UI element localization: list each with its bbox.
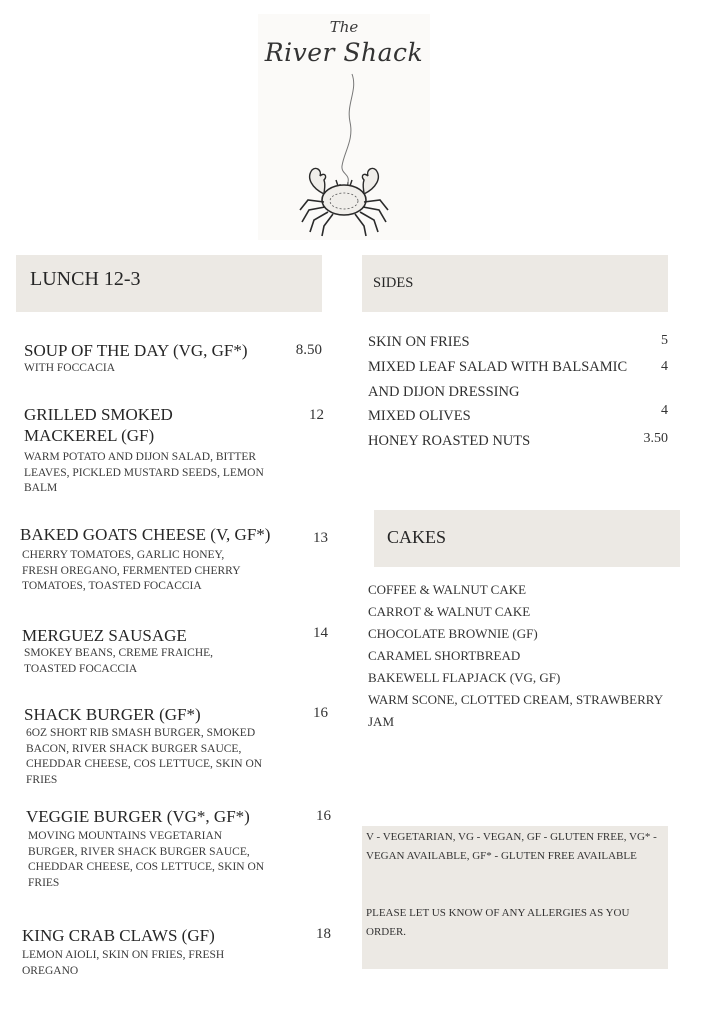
lunch-item-name: SOUP OF THE DAY (VG, GF*)	[24, 341, 248, 360]
lunch-item-name: VEGGIE BURGER (VG*, GF*)	[26, 807, 250, 826]
crab-icon	[294, 70, 394, 240]
lunch-item-name: KING CRAB CLAWS (GF)	[22, 926, 215, 945]
lunch-item-name: BAKED GOATS CHEESE (V, GF*)	[20, 525, 271, 544]
side-item-name: MIXED OLIVES	[368, 408, 471, 424]
lunch-item-desc: CHERRY TOMATOES, GARLIC HONEY, FRESH OREGANO, FERMENTED CHERRY TOMATOES, TOASTED FOCACCIA	[22, 549, 241, 592]
lunch-item-desc: WARM POTATO AND DIJON SALAD, BITTER LEAVES, PICKLED MUSTARD SEEDS, LEMON BALM	[24, 451, 264, 494]
lunch-item-price: 16	[313, 705, 328, 721]
cakes-header-box	[374, 510, 680, 567]
allergy-note: PLEASE LET US KNOW OF ANY ALLERGIES AS YOU ORDER.	[366, 907, 630, 938]
lunch-heading: LUNCH 12-3	[30, 268, 141, 290]
lunch-item-price: 14	[313, 625, 328, 641]
lunch-item-desc: WITH FOCCACIA	[24, 362, 116, 374]
lunch-item-desc: SMOKEY BEANS, CREME FRAICHE, TOASTED FOCACCIA	[24, 647, 214, 675]
sides-header-box	[362, 255, 668, 312]
side-item-price: 3.50	[643, 431, 668, 446]
lunch-item-name: SHACK BURGER (GF*)	[24, 705, 201, 724]
logo	[258, 14, 430, 240]
side-item-name: HONEY ROASTED NUTS	[368, 433, 531, 449]
lunch-item-desc: 6OZ SHORT RIB SMASH BURGER, SMOKED BACON, RIVER SHACK BURGER SAUCE, CHEDDAR CHEESE, COS LETTUCE, SKIN ON FRIES	[26, 727, 263, 786]
lunch-item-name: MERGUEZ SAUSAGE	[22, 626, 187, 645]
cakes-heading: CAKES	[387, 527, 447, 547]
lunch-item-price: 18	[316, 926, 331, 942]
logo-name-text: River Shack	[264, 38, 424, 67]
cake-item: CARAMEL SHORTBREAD	[368, 648, 521, 663]
cake-item: CARROT & WALNUT CAKE	[368, 604, 531, 619]
lunch-item-price: 12	[309, 407, 324, 423]
logo-the-text: The	[329, 18, 359, 36]
lunch-item-name: GRILLED SMOKED MACKEREL (GF)	[24, 405, 173, 445]
lunch-header-box	[16, 255, 322, 312]
lunch-item-price: 13	[313, 530, 328, 546]
dietary-notes-box	[362, 826, 668, 969]
side-item-price: 4	[661, 359, 668, 374]
sides-heading: SIDES	[373, 275, 414, 291]
dietary-key: V - VEGETARIAN, VG - VEGAN, GF - GLUTEN FREE, VG* - VEGAN AVAILABLE, GF* - GLUTEN FREE AVAILABLE	[366, 831, 657, 862]
side-item-name: SKIN ON FRIES	[368, 334, 470, 350]
cake-item: BAKEWELL FLAPJACK (VG, GF)	[368, 670, 561, 685]
lunch-item-price: 16	[316, 808, 331, 824]
lunch-item-desc: LEMON AIOLI, SKIN ON FRIES, FRESH OREGANO	[22, 949, 225, 977]
lunch-item-price: 8.50	[295, 342, 322, 358]
lunch-item-desc: MOVING MOUNTAINS VEGETARIAN BURGER, RIVER SHACK BURGER SAUCE, CHEDDAR CHEESE, COS LETTUCE, SKIN ON FRIES	[28, 830, 265, 889]
cake-item: WARM SCONE, CLOTTED CREAM, STRAWBERRY JAM	[368, 692, 663, 729]
side-item-name: MIXED LEAF SALAD WITH BALSAMIC AND DIJON DRESSING	[368, 359, 628, 400]
side-item-price: 5	[661, 333, 668, 348]
cake-item: CHOCOLATE BROWNIE (GF)	[368, 626, 538, 641]
side-item-price: 4	[661, 403, 668, 418]
cake-item: COFFEE & WALNUT CAKE	[368, 582, 527, 597]
